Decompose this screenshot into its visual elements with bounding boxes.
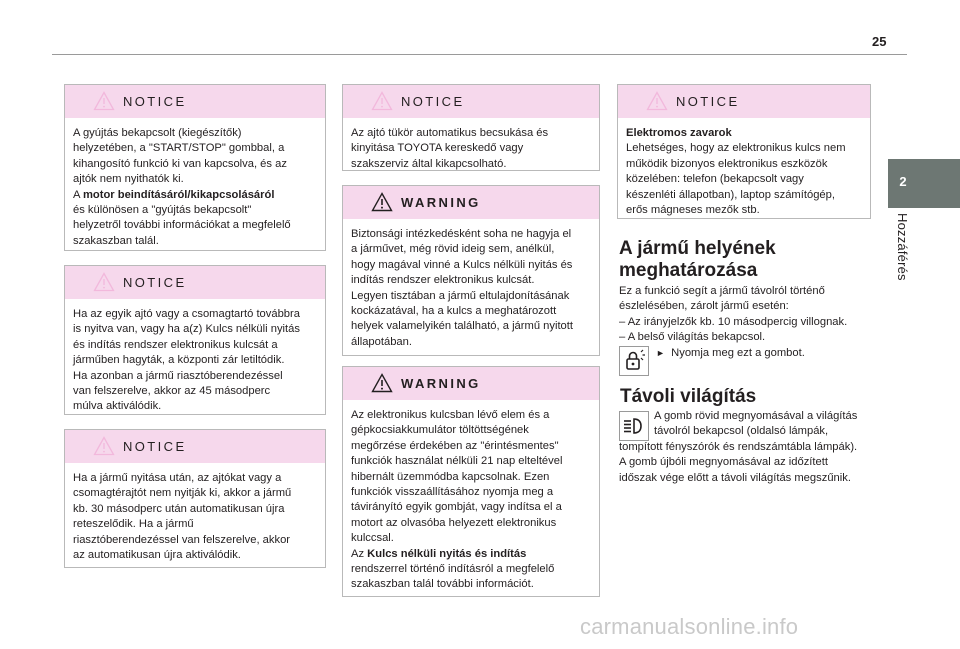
- warning-title: WARNING: [401, 195, 481, 210]
- notice-title: NOTICE: [401, 94, 465, 109]
- arrow-right-icon: ►: [656, 348, 665, 358]
- body-line: észlelésében, zárolt jármű esetén:: [619, 300, 789, 313]
- body-text: A: [73, 188, 83, 201]
- warning-header: [343, 186, 599, 219]
- body-line: van felszerelve, akkor az 45 másodperc: [73, 385, 271, 398]
- body-line: szakaszban talál további információt.: [351, 578, 534, 591]
- body-line: és különösen a "gyújtás bekapcsolt": [73, 204, 252, 217]
- body-line: is nyitva van, vagy ha a(z) Kulcs nélküli nyitás: [73, 323, 300, 336]
- notice-box-mirror: [342, 84, 600, 171]
- bold-heading: Elektromos zavarok: [626, 127, 732, 139]
- body-line: ajtók nem nyithatók ki.: [73, 173, 184, 186]
- body-line: motort az olvasóba helyezett elektronikus: [351, 516, 557, 529]
- body-line: erős mágneses mezők stb.: [626, 204, 760, 217]
- top-rule: [52, 54, 907, 55]
- body-line: a járművet, még rövid ideig sem, anélkül,: [351, 243, 555, 256]
- lock-search-icon[interactable]: [619, 346, 649, 376]
- body-line: Ha az egyik ajtó vagy a csomagtartó továbbra: [73, 308, 300, 320]
- body-line: indítás rendszer elektronikus kulcsát.: [351, 274, 535, 287]
- chapter-label-text: Hozzáférés: [895, 213, 910, 281]
- body-line: hibernált üzemmódba kapcsolnak. Ezen: [351, 470, 550, 483]
- notice-warning-icon: [646, 91, 668, 111]
- body-line: szakszerviz által kikapcsolható.: [351, 157, 507, 170]
- body-line: Az elektronikus kulcsban lévő elem és a: [351, 409, 550, 421]
- body-line: és indítás rendszer elektronikus kulcsát a: [73, 338, 278, 351]
- notice-box-relock: [64, 429, 326, 568]
- watermark: carmanualsonline.info: [580, 614, 799, 639]
- body-line: megőrzése érdekében az "érintésmentes": [351, 439, 559, 452]
- notice-warning-icon: [93, 272, 115, 292]
- body-line: helyek valamelyikén található, a jármű nyitott: [351, 320, 573, 333]
- action-text: Nyomja meg ezt a gombot.: [671, 347, 805, 359]
- body-line: rendszerrel történő indításról a megfelelő: [351, 563, 555, 576]
- body-line: kulccsal.: [351, 532, 394, 545]
- body-line: múlva aktiválódik.: [73, 400, 162, 413]
- notice-title: NOTICE: [123, 94, 187, 109]
- section-heading-lighting: Távoli világítás: [620, 386, 757, 407]
- body-line: állapotában.: [351, 335, 412, 348]
- body-line: szakaszban talál.: [73, 234, 159, 247]
- warning-title: WARNING: [401, 376, 481, 391]
- body-line: kinyitása TOYOTA kereskedő vagy: [351, 142, 524, 155]
- list-item: – A belső világítás bekapcsol.: [619, 331, 766, 344]
- locate-action: [656, 346, 805, 361]
- body-line: helyzetében, a "START/STOP" gombbal, a: [73, 142, 285, 155]
- body-line: tompított fényszórók és rendszámtábla lámpák).: [619, 441, 858, 453]
- body-line: funkciók használat nélküli 21 nap elteltével: [351, 455, 563, 468]
- body-line: Legyen tisztában a jármű eltulajdonításának: [351, 289, 570, 302]
- chapter-label: [888, 213, 918, 323]
- body-line: kb. 30 másodperc után automatikusan újra: [73, 502, 285, 515]
- warning-icon: [371, 192, 393, 212]
- body-line: helyzetről további információkat a megfelelő: [73, 219, 291, 232]
- notice-body: [65, 463, 325, 563]
- body-line: készenléti állapotban), laptop számítógép,: [626, 188, 835, 201]
- list-item: – Az irányjelzők kb. 10 másodpercig villognak.: [619, 315, 848, 328]
- warning-header: [343, 367, 599, 400]
- body-text: Az: [351, 547, 368, 560]
- notice-body: [343, 118, 599, 172]
- body-line: távolról bekapcsol (oldalsó lámpák,: [654, 425, 829, 438]
- notice-body: [65, 299, 325, 415]
- body-line: időszak vége előtt a távoli világítás megszűnik.: [619, 471, 851, 484]
- body-line: [351, 547, 591, 562]
- notice-box-ignition: [64, 84, 326, 251]
- notice-title: NOTICE: [123, 439, 187, 454]
- notice-header: [343, 85, 599, 118]
- body-line: közelében: telefon (bekapcsolt vagy: [626, 173, 804, 186]
- body-line: A gyújtás bekapcsolt (kiegészítők): [73, 127, 242, 139]
- section-heading-locate: [619, 238, 776, 282]
- body-line: A gomb rövid megnyomásával a világítás: [654, 410, 858, 422]
- body-line: járműben hagyták, a központi zár letiltódik.: [73, 354, 285, 367]
- lighting-description: [619, 440, 881, 486]
- chapter-number: 2: [899, 174, 907, 189]
- body-line: [73, 188, 317, 203]
- body-line: Lehetséges, hogy az elektronikus kulcs nem: [626, 142, 846, 155]
- warning-box-hibernate: [342, 366, 600, 597]
- body-line: A gomb újbóli megnyomásával az időzített: [619, 456, 828, 469]
- body-line: Ez a funkció segít a jármű távolról történő: [619, 285, 825, 297]
- notice-body: [618, 118, 870, 218]
- notice-body: [65, 118, 325, 249]
- heading-line: meghatározása: [619, 260, 758, 281]
- notice-warning-icon: [371, 91, 393, 111]
- notice-header: [65, 85, 325, 118]
- body-line: kockázatával, ha a kulcs a meghatározott: [351, 305, 557, 318]
- warning-body: [343, 219, 599, 350]
- body-line: működik bizonyos elektronikus eszközök: [626, 157, 828, 170]
- body-line: reteszelődik. Ha a jármű: [73, 518, 194, 531]
- chapter-tab[interactable]: [888, 159, 960, 208]
- headlamp-icon[interactable]: [619, 411, 649, 441]
- body-line: csomagtérajtót nem nyitják ki, akkor a jármű: [73, 487, 292, 500]
- notice-box-door-open: [64, 265, 326, 415]
- notice-warning-icon: [93, 436, 115, 456]
- cross-reference[interactable]: Kulcs nélküli nyitás és indítás: [367, 547, 527, 560]
- locate-description: [619, 284, 879, 346]
- cross-reference[interactable]: motor beindításáról/kikapcsolásáról: [82, 188, 275, 201]
- body-line: kihangosító funkció ki van kapcsolva, és az: [73, 157, 287, 170]
- body-line: hogy magával vinné a Kulcs nélküli nyitás és: [351, 258, 573, 271]
- body-line: gépkocsiakkumulátor töltöttségének: [351, 424, 529, 437]
- warning-icon: [371, 373, 393, 393]
- body-line: Biztonsági intézkedésként soha ne hagyja el: [351, 228, 572, 240]
- body-line: Ha azonban a jármű riasztóberendezéssel: [73, 369, 283, 382]
- body-subheading: [626, 126, 862, 141]
- notice-warning-icon: [93, 91, 115, 111]
- notice-title: NOTICE: [123, 275, 187, 290]
- lighting-first-lines: [654, 409, 857, 440]
- body-line: az automatikusan újra aktiválódik.: [73, 549, 241, 562]
- warning-box-key-left: [342, 185, 600, 356]
- notice-box-interference: [617, 84, 871, 219]
- body-line: Ha a jármű nyitása után, az ajtókat vagy a: [73, 472, 282, 484]
- notice-header: [65, 266, 325, 299]
- notice-header: [618, 85, 870, 118]
- warning-body: [343, 400, 599, 593]
- body-line: funkciók visszaállításához nyomja meg a: [351, 486, 554, 499]
- notice-title: NOTICE: [676, 94, 740, 109]
- body-line: riasztóberendezéssel van felszerelve, akkor: [73, 533, 291, 546]
- notice-header: [65, 430, 325, 463]
- body-line: távirányító egyik gombját, vagy indítsa el a: [351, 501, 562, 514]
- page-number: 25: [872, 34, 887, 49]
- heading-line: A jármű helyének: [619, 238, 776, 259]
- body-line: Az ajtó tükör automatikus becsukása és: [351, 127, 549, 139]
